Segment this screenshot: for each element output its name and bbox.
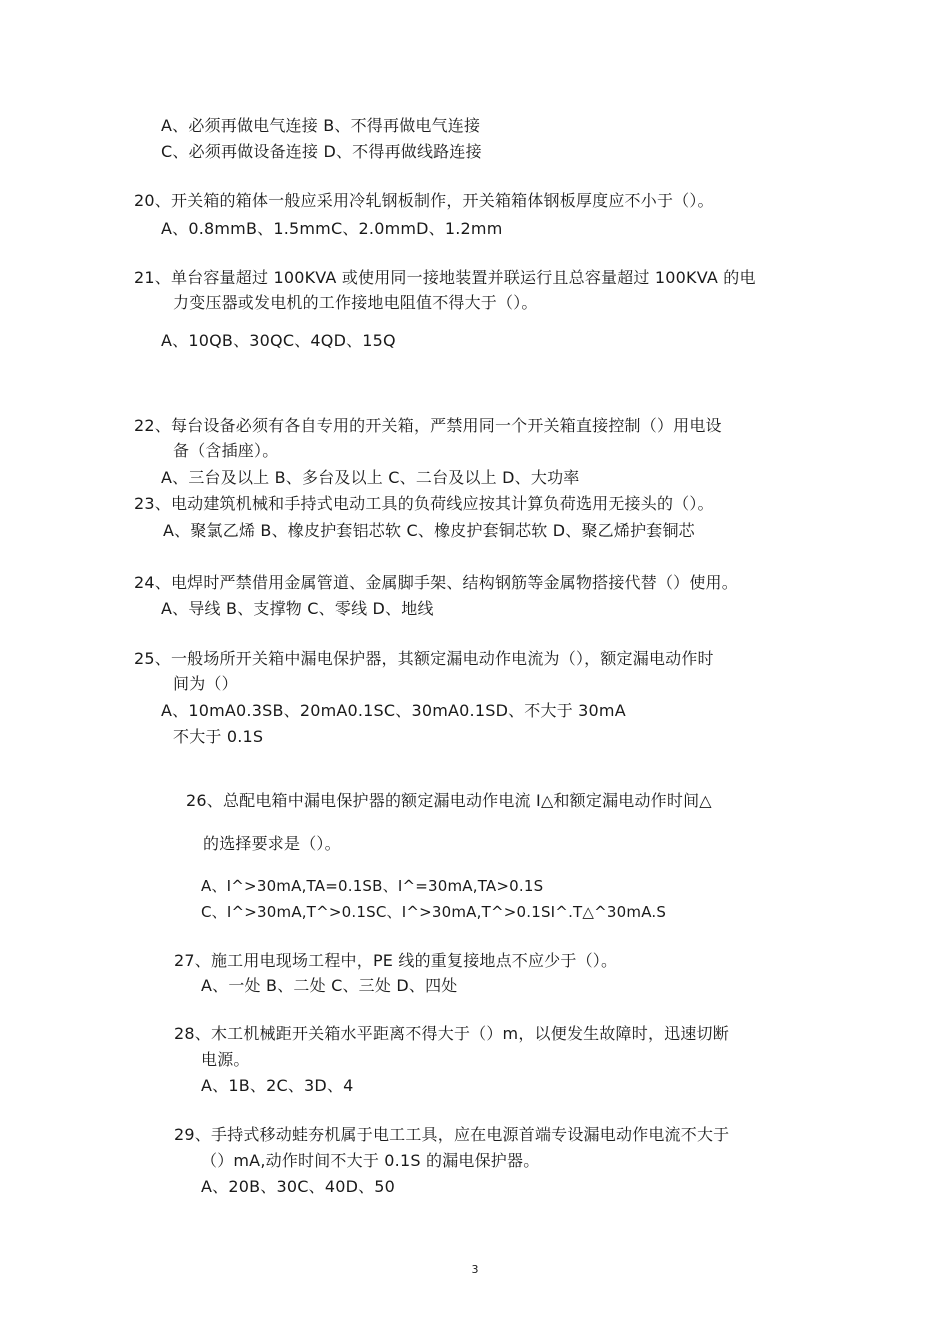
q24-options: A、导线 B、支撑物 C、零线 D、地线 — [161, 599, 434, 618]
q29-stem-line1: 29、手持式移动蛙夯机属于电工工具，应在电源首端专设漏电动作电流不大于 — [174, 1125, 730, 1144]
q26-options-cd: C、I^>30mA,T^>0.1SC、I^>30mA,T^>0.1SI^.T△^30mA.S — [201, 903, 667, 921]
q25-stem-line1: 25、一般场所开关箱中漏电保护器，其额定漏电动作电流为（），额定漏电动作时 — [134, 649, 714, 668]
q29-options: A、20B、30C、40D、50 — [201, 1177, 396, 1196]
q27-options: A、一处 B、二处 C、三处 D、四处 — [201, 976, 458, 995]
q20-stem: 20、开关箱的箱体一般应采用冷轧钢板制作，开关箱箱体钢板厚度应不小于（）。 — [134, 191, 714, 210]
q19-option-cd: C、必须再做设备连接 D、不得再做线路连接 — [161, 142, 482, 161]
q22-options: A、三台及以上 B、多台及以上 C、二台及以上 D、大功率 — [161, 468, 580, 487]
q24-stem: 24、电焊时严禁借用金属管道、金属脚手架、结构钢筋等金属物搭接代替（）使用。 — [134, 573, 738, 592]
q25-options-line1: A、10mA0.3SB、20mA0.1SC、30mA0.1SD、不大于 30mA — [161, 701, 626, 720]
q22-stem-line1: 22、每台设备必须有各自专用的开关箱，严禁用同一个开关箱直接控制（）用电设 — [134, 416, 722, 435]
page-number: 3 — [471, 1263, 479, 1276]
q25-options-line2: 不大于 0.1S — [173, 727, 264, 746]
q27-stem: 27、施工用电现场工程中，PE 线的重复接地点不应少于（）。 — [174, 951, 618, 970]
q23-options: A、聚氯乙烯 B、橡皮护套铝芯软 C、橡皮护套铜芯软 D、聚乙烯护套铜芯 — [163, 521, 695, 540]
q22-stem-line2: 备（含插座）。 — [173, 441, 279, 460]
q28-stem-line1: 28、木工机械距开关箱水平距离不得大于（）m，以便发生故障时，迅速切断 — [174, 1024, 729, 1043]
q20-options: A、0.8mmB、1.5mmC、2.0mmD、1.2mm — [161, 219, 503, 238]
q26-stem-line2: 的选择要求是（）。 — [203, 834, 341, 853]
q26-stem-line1: 26、总配电箱中漏电保护器的额定漏电动作电流 I△和额定漏电动作时间△ — [186, 791, 712, 810]
q23-stem: 23、电动建筑机械和手持式电动工具的负荷线应按其计算负荷选用无接头的（）。 — [134, 494, 714, 513]
q21-stem-line1: 21、单台容量超过 100KVA 或使用同一接地装置并联运行且总容量超过 100KVA 的电 — [134, 268, 756, 287]
q21-options: A、10QB、30QC、4QD、15Q — [161, 331, 396, 350]
q26-options-ab: A、I^>30mA,TA=0.1SB、I^=30mA,TA>0.1S — [201, 877, 544, 895]
q19-option-ab: A、必须再做电气连接 B、不得再做电气连接 — [161, 116, 481, 135]
q28-stem-line2: 电源。 — [201, 1050, 250, 1069]
q29-stem-line2: （）mA,动作时间不大于 0.1S 的漏电保护器。 — [201, 1151, 540, 1170]
q25-stem-line2: 间为（） — [173, 674, 238, 693]
q21-stem-line2: 力变压器或发电机的工作接地电阻值不得大于（）。 — [173, 293, 538, 312]
q28-options: A、1B、2C、3D、4 — [201, 1076, 354, 1095]
